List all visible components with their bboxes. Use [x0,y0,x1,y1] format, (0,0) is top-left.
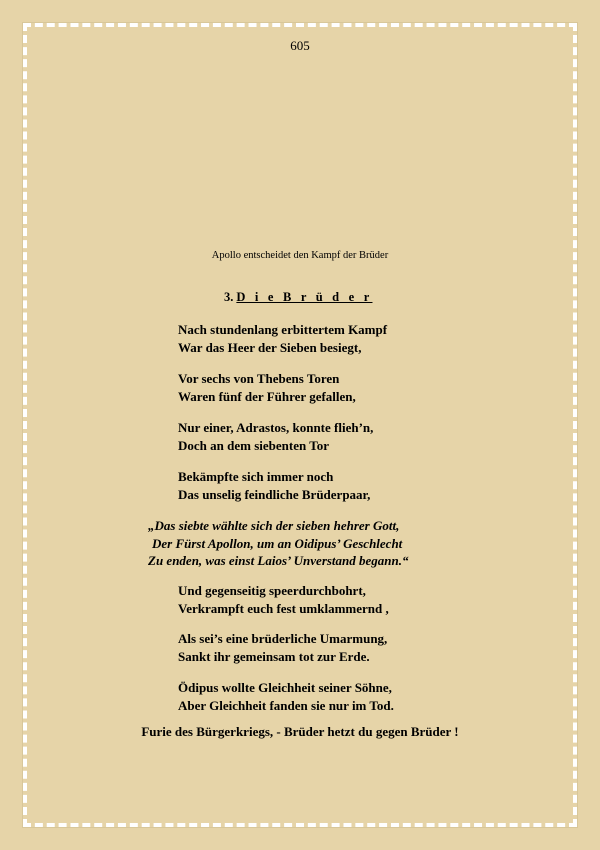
stanza-3 [178,419,373,454]
verse-line: Nur einer, Adrastos, konnte flieh’n, [178,420,374,435]
stanza-6 [178,582,389,617]
verse-line: Sankt ihr gemeinsam tot zur Erde. [178,648,370,664]
verse-line: Und gegenseitig speerdurchbohrt, [178,583,366,598]
poem-final-line: Furie des Bürgerkriegs, - Brüder hetzt du gegen Brüder ! [141,724,459,739]
verse-line: Als sei’s eine brüderliche Umarmung, [178,631,388,646]
verse-line: Bekämpfte sich immer noch [178,469,334,484]
poem-heading-number: 3. [224,290,234,304]
verse-line: Zu enden, was einst Laios’ Unverstand begann.“ [148,553,409,568]
verse-line: Das unselig feindliche Brüderpaar, [178,486,371,502]
verse-line: Doch an dem siebenten Tor [178,437,329,453]
verse-line: War das Heer der Sieben besiegt, [178,339,362,355]
stanza-1 [178,321,387,356]
verse-line: Vor sechs von Thebens Toren [178,371,340,386]
poem-subtitle: Apollo entscheidet den Kampf der Brüder [211,250,389,261]
verse-line: Ödipus wollte Gleichheit seiner Söhne, [178,680,392,695]
poem-heading [224,290,372,305]
verse-line: „Das siebte wählte sich der sieben hehrer Gott, [148,518,400,533]
stanza-8 [178,679,394,714]
verse-line: Aber Gleichheit fanden sie nur im Tod. [178,697,394,713]
verse-line: Verkrampft euch fest umklammernd , [178,600,389,616]
stanza-4 [178,468,370,503]
page-number: 605 [290,38,310,53]
stanza-5-quote [148,517,409,570]
verse-line: Nach stundenlang erbittertem Kampf [178,322,388,337]
stanza-2 [178,370,356,405]
verse-line: Waren fünf der Führer gefallen, [178,388,356,404]
poem-heading-title: D i e B r ü d e r [236,290,373,304]
verse-line: Der Fürst Apollon, um an Oidipus’ Geschlecht [152,535,403,551]
stanza-7 [178,630,387,665]
